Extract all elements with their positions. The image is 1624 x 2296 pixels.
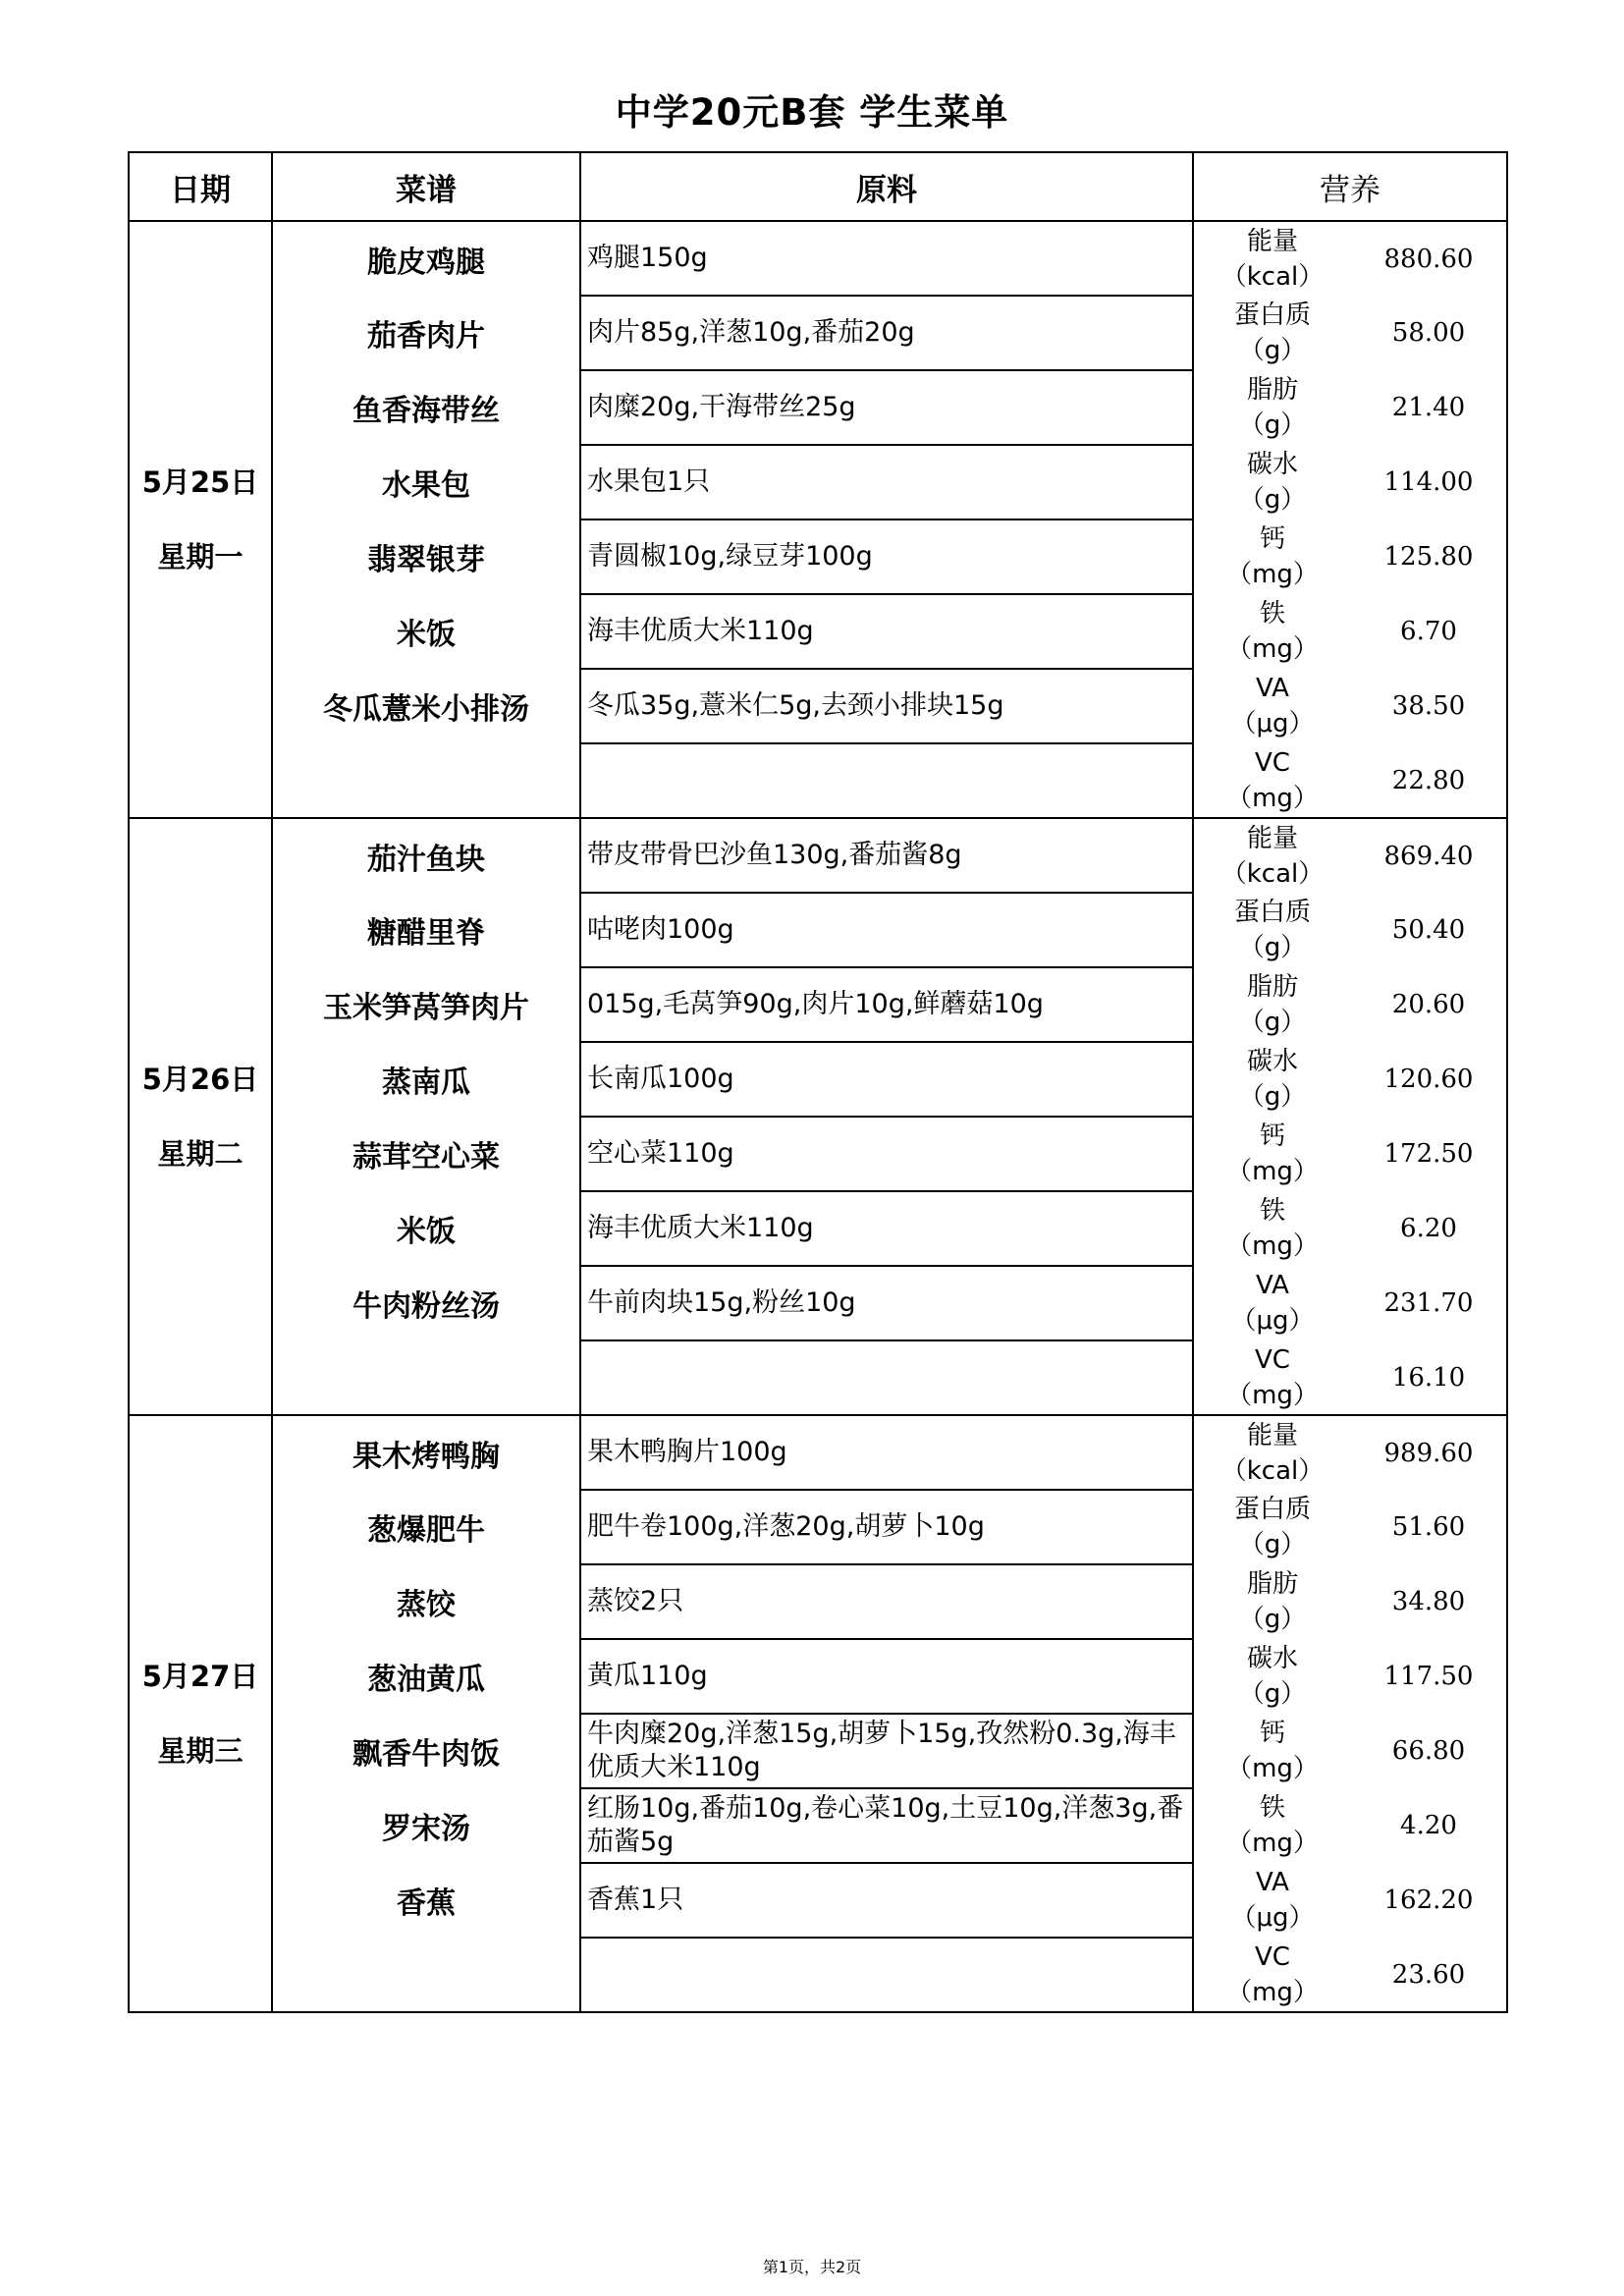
ingredients: 青圆椒10g,绿豆芽100g — [580, 519, 1193, 594]
dish-name: 脆皮鸡腿 — [272, 221, 580, 296]
nutrient-value: 16.10 — [1391, 1362, 1466, 1393]
table-row — [129, 221, 1507, 296]
nutrition-cell — [1193, 1564, 1507, 1639]
table-row — [129, 967, 1507, 1042]
nutrition-cell — [1193, 594, 1507, 669]
table-row — [129, 594, 1507, 669]
nutrient-label — [1194, 1193, 1351, 1264]
ingredients: 空心菜110g — [580, 1117, 1193, 1191]
nutrient-value: 21.40 — [1391, 393, 1466, 422]
date-text: 5月27日 — [141, 1660, 259, 1693]
nutrition-cell — [1193, 1340, 1507, 1415]
table-row — [129, 296, 1507, 370]
nutrition-item — [1194, 1268, 1506, 1339]
nutrition-item — [1194, 1716, 1506, 1786]
nutrient-unit: （kcal） — [1220, 858, 1325, 889]
nutrient-unit: （mg） — [1226, 1380, 1319, 1410]
table-row — [129, 669, 1507, 743]
nutrient-value: 58.00 — [1391, 318, 1466, 348]
nutrition-cell — [1193, 370, 1507, 445]
nutrient-label — [1194, 596, 1351, 667]
nutrition-cell — [1193, 1788, 1507, 1863]
table-row — [129, 743, 1507, 818]
nutrition-cell — [1193, 1191, 1507, 1266]
ingredients: 黄瓜110g — [580, 1639, 1193, 1714]
nutrient-unit: （mg） — [1226, 783, 1319, 813]
dish-name: 葱爆肥牛 — [272, 1490, 580, 1564]
nutrition-item — [1194, 1119, 1506, 1189]
table-row — [129, 1191, 1507, 1266]
nutrient-label — [1194, 1268, 1351, 1339]
nutrition-cell — [1193, 445, 1507, 519]
nutrient-label — [1194, 745, 1351, 816]
ingredients: 肉糜20g,干海带丝25g — [580, 370, 1193, 445]
nutrient-value: 120.60 — [1383, 1065, 1474, 1094]
nutrient-label — [1194, 298, 1351, 368]
nutrient-unit: （mg） — [1226, 560, 1319, 589]
nutrient-value: 869.40 — [1383, 841, 1474, 871]
dish-name: 玉米笋莴笋肉片 — [272, 967, 580, 1042]
nutrient-unit: （mg） — [1226, 1754, 1319, 1783]
dish-name: 葱油黄瓜 — [272, 1639, 580, 1714]
dish-name: 茄汁鱼块 — [272, 818, 580, 893]
table-row — [129, 818, 1507, 893]
table-row — [129, 1938, 1507, 2012]
nutrient-label — [1194, 447, 1351, 518]
nutrient-value: 51.60 — [1391, 1512, 1466, 1542]
table-row — [129, 1117, 1507, 1191]
nutrient-label — [1194, 224, 1351, 295]
nutrient-unit: （g） — [1238, 1605, 1307, 1634]
nutrition-item — [1194, 1865, 1506, 1936]
dish-name: 果木烤鸭胸 — [272, 1415, 580, 1490]
ingredients: 红肠10g,番茄10g,卷心菜10g,土豆10g,洋葱3g,番茄酱5g — [580, 1788, 1193, 1863]
ingredients: 蒸饺2只 — [580, 1564, 1193, 1639]
ingredients: 牛前肉块15g,粉丝10g — [580, 1266, 1193, 1340]
dish-name — [272, 1938, 580, 2012]
nutrition-item — [1194, 1342, 1506, 1413]
table-row — [129, 1266, 1507, 1340]
nutrient-value: 231.70 — [1383, 1288, 1474, 1318]
nutrient-name: 碳水 — [1246, 1047, 1298, 1076]
nutrient-unit: （g） — [1238, 933, 1307, 962]
nutrition-cell — [1193, 1863, 1507, 1938]
dish-name: 茄香肉片 — [272, 296, 580, 370]
page-title: 中学20元B套 学生菜单 — [615, 91, 1009, 134]
nutrition-cell — [1193, 221, 1507, 296]
table-row — [129, 1788, 1507, 1863]
nutrient-label — [1194, 1641, 1351, 1712]
nutrient-unit: （g） — [1238, 410, 1307, 440]
nutrition-item — [1194, 969, 1506, 1040]
nutrient-value: 66.80 — [1391, 1736, 1466, 1766]
nutrition-item — [1194, 1193, 1506, 1264]
nutrient-label — [1194, 1342, 1351, 1413]
nutrition-item — [1194, 596, 1506, 667]
nutrition-item — [1194, 895, 1506, 965]
nutrient-value: 20.60 — [1391, 990, 1466, 1019]
nutrient-name: 能量 — [1246, 226, 1298, 256]
nutrient-label — [1194, 1566, 1351, 1637]
table-row — [129, 519, 1507, 594]
nutrient-value: 880.60 — [1383, 244, 1474, 274]
nutrition-item — [1194, 1566, 1506, 1637]
dish-name: 冬瓜薏米小排汤 — [272, 669, 580, 743]
nutrient-label — [1194, 1716, 1351, 1786]
date-cell — [129, 818, 272, 1415]
ingredients — [580, 1340, 1193, 1415]
nutrient-value: 23.60 — [1391, 1959, 1466, 1990]
nutrient-label — [1194, 1119, 1351, 1189]
dish-name: 飘香牛肉饭 — [272, 1714, 580, 1788]
nutrient-unit: （g） — [1238, 485, 1307, 515]
date-text: 5月25日 — [141, 465, 259, 499]
nutrient-name: 蛋白质 — [1233, 1495, 1311, 1524]
nutrient-value: 22.80 — [1391, 765, 1466, 795]
nutrient-value: 6.70 — [1400, 617, 1457, 646]
ingredients: 咕咾肉100g — [580, 893, 1193, 967]
nutrition-item — [1194, 1790, 1506, 1861]
nutrient-unit: （μg） — [1230, 709, 1315, 738]
header-date: 日期 — [129, 152, 272, 221]
nutrient-value: 117.50 — [1383, 1662, 1474, 1691]
nutrition-cell — [1193, 1490, 1507, 1564]
nutrient-unit: （kcal） — [1220, 261, 1325, 292]
table-row — [129, 1042, 1507, 1117]
table-row — [129, 1490, 1507, 1564]
ingredients: 果木鸭胸片100g — [580, 1415, 1193, 1490]
nutrient-value: 6.20 — [1400, 1214, 1457, 1243]
nutrient-unit: （g） — [1238, 336, 1307, 365]
header-nutrition: 营养 — [1193, 152, 1507, 221]
nutrient-name: 铁 — [1259, 1793, 1285, 1823]
ingredients: 015g,毛莴笋90g,肉片10g,鲜蘑菇10g — [580, 967, 1193, 1042]
header-row — [129, 152, 1507, 221]
ingredients: 牛肉糜20g,洋葱15g,胡萝卜15g,孜然粉0.3g,海丰优质大米110g — [580, 1714, 1193, 1788]
nutrient-label — [1194, 969, 1351, 1040]
nutrient-unit: （g） — [1238, 1679, 1307, 1709]
nutrition-cell — [1193, 1639, 1507, 1714]
ingredients — [580, 743, 1193, 818]
nutrient-value: 34.80 — [1391, 1587, 1466, 1616]
nutrient-name: VC — [1255, 747, 1290, 778]
nutrient-unit: （g） — [1238, 1530, 1307, 1559]
table-row — [129, 1415, 1507, 1490]
dish-name: 水果包 — [272, 445, 580, 519]
dish-name: 蒸南瓜 — [272, 1042, 580, 1117]
nutrient-name: 能量 — [1246, 823, 1298, 853]
nutrition-item — [1194, 1492, 1506, 1562]
nutrition-item — [1194, 372, 1506, 443]
nutrition-cell — [1193, 1266, 1507, 1340]
nutrient-unit: （mg） — [1226, 1977, 1319, 2007]
nutrient-label — [1194, 521, 1351, 592]
nutrition-cell — [1193, 818, 1507, 893]
nutrient-unit: （kcal） — [1220, 1455, 1325, 1486]
ingredients: 海丰优质大米110g — [580, 1191, 1193, 1266]
nutrient-label — [1194, 671, 1351, 741]
dish-name: 糖醋里脊 — [272, 893, 580, 967]
ingredients: 水果包1只 — [580, 445, 1193, 519]
weekday-text: 星期二 — [157, 1137, 244, 1171]
weekday-text: 星期一 — [157, 540, 244, 574]
nutrition-item — [1194, 298, 1506, 368]
table-row — [129, 1714, 1507, 1788]
ingredients — [580, 1938, 1193, 2012]
nutrient-name: VC — [1255, 1941, 1290, 1972]
table-row — [129, 370, 1507, 445]
ingredients: 海丰优质大米110g — [580, 594, 1193, 669]
dish-name: 翡翠银芽 — [272, 519, 580, 594]
menu-table — [128, 151, 1508, 2013]
nutrient-name: 蛋白质 — [1233, 898, 1311, 927]
header-ingredients: 原料 — [580, 152, 1193, 221]
nutrient-name: 铁 — [1259, 1196, 1285, 1226]
nutrient-name: 能量 — [1246, 1420, 1298, 1450]
ingredients: 肉片85g,洋葱10g,番茄20g — [580, 296, 1193, 370]
table-row — [129, 1863, 1507, 1938]
nutrition-item — [1194, 1418, 1506, 1489]
nutrient-label — [1194, 1044, 1351, 1115]
nutrient-value: 4.20 — [1400, 1811, 1457, 1840]
dish-name: 米饭 — [272, 594, 580, 669]
nutrition-item — [1194, 447, 1506, 518]
dish-name: 香蕉 — [272, 1863, 580, 1938]
nutrition-cell — [1193, 967, 1507, 1042]
nutrition-item — [1194, 521, 1506, 592]
nutrient-name: 钙 — [1259, 524, 1285, 554]
nutrient-unit: （mg） — [1226, 1829, 1319, 1858]
nutrient-value: 114.00 — [1383, 467, 1474, 497]
nutrition-item — [1194, 224, 1506, 295]
nutrient-label — [1194, 1418, 1351, 1489]
nutrient-name: 钙 — [1259, 1719, 1285, 1748]
nutrient-name: 蛋白质 — [1233, 301, 1311, 330]
nutrient-unit: （mg） — [1226, 634, 1319, 664]
nutrient-name: 铁 — [1259, 599, 1285, 629]
nutrient-name: VA — [1256, 674, 1289, 703]
dish-name: 鱼香海带丝 — [272, 370, 580, 445]
dish-name: 米饭 — [272, 1191, 580, 1266]
nutrient-name: 钙 — [1259, 1121, 1285, 1151]
dish-name: 蒸饺 — [272, 1564, 580, 1639]
nutrient-name: 碳水 — [1246, 1644, 1298, 1673]
nutrient-name: 脂肪 — [1246, 1569, 1298, 1599]
nutrition-item — [1194, 1641, 1506, 1712]
nutrition-item — [1194, 1044, 1506, 1115]
nutrient-name: VA — [1256, 1868, 1289, 1897]
nutrient-label — [1194, 1865, 1351, 1936]
dish-name: 蒜茸空心菜 — [272, 1117, 580, 1191]
nutrient-value: 172.50 — [1383, 1139, 1474, 1169]
nutrient-name: VA — [1256, 1271, 1289, 1300]
dish-name — [272, 1340, 580, 1415]
table-row — [129, 1340, 1507, 1415]
date-cell — [129, 1415, 272, 2012]
nutrition-item — [1194, 821, 1506, 892]
ingredients: 长南瓜100g — [580, 1042, 1193, 1117]
nutrient-label — [1194, 1492, 1351, 1562]
dish-name: 罗宋汤 — [272, 1788, 580, 1863]
date-text: 5月26日 — [141, 1063, 259, 1096]
nutrition-cell — [1193, 1938, 1507, 2012]
nutrient-unit: （g） — [1238, 1082, 1307, 1112]
nutrient-name: 碳水 — [1246, 450, 1298, 479]
nutrition-item — [1194, 1940, 1506, 2010]
nutrient-unit: （mg） — [1226, 1231, 1319, 1261]
nutrition-item — [1194, 671, 1506, 741]
ingredients: 鸡腿150g — [580, 221, 1193, 296]
nutrient-label — [1194, 1790, 1351, 1861]
nutrient-value: 50.40 — [1391, 915, 1466, 945]
ingredients: 香蕉1只 — [580, 1863, 1193, 1938]
nutrition-cell — [1193, 1042, 1507, 1117]
nutrient-name: 脂肪 — [1246, 972, 1298, 1002]
nutrient-unit: （μg） — [1230, 1903, 1315, 1933]
nutrient-value: 125.80 — [1383, 542, 1474, 572]
page-footer: 第1页，共2页 — [762, 2258, 862, 2276]
dish-name: 牛肉粉丝汤 — [272, 1266, 580, 1340]
nutrient-label — [1194, 821, 1351, 892]
header-dish: 菜谱 — [272, 152, 580, 221]
table-row — [129, 1564, 1507, 1639]
nutrient-value: 38.50 — [1391, 691, 1466, 721]
nutrient-label — [1194, 895, 1351, 965]
nutrient-unit: （mg） — [1226, 1157, 1319, 1186]
ingredients: 带皮带骨巴沙鱼130g,番茄酱8g — [580, 818, 1193, 893]
table-row — [129, 1639, 1507, 1714]
nutrition-cell — [1193, 893, 1507, 967]
dish-name — [272, 743, 580, 818]
nutrition-cell — [1193, 743, 1507, 818]
nutrient-unit: （μg） — [1230, 1306, 1315, 1336]
nutrient-unit: （g） — [1238, 1008, 1307, 1037]
ingredients: 肥牛卷100g,洋葱20g,胡萝卜10g — [580, 1490, 1193, 1564]
nutrition-cell — [1193, 669, 1507, 743]
ingredients: 冬瓜35g,薏米仁5g,去颈小排块15g — [580, 669, 1193, 743]
menu-body — [129, 221, 1507, 2012]
nutrition-cell — [1193, 296, 1507, 370]
nutrition-cell — [1193, 1117, 1507, 1191]
table-row — [129, 445, 1507, 519]
nutrient-value: 989.60 — [1383, 1438, 1474, 1468]
nutrient-value: 162.20 — [1383, 1886, 1474, 1915]
nutrient-label — [1194, 1940, 1351, 2010]
nutrition-cell — [1193, 1415, 1507, 1490]
nutrient-name: VC — [1255, 1344, 1290, 1375]
nutrition-item — [1194, 745, 1506, 816]
date-cell — [129, 221, 272, 818]
table-row — [129, 893, 1507, 967]
nutrition-cell — [1193, 1714, 1507, 1788]
nutrient-name: 脂肪 — [1246, 375, 1298, 405]
nutrition-cell — [1193, 519, 1507, 594]
nutrient-label — [1194, 372, 1351, 443]
weekday-text: 星期三 — [157, 1734, 244, 1768]
